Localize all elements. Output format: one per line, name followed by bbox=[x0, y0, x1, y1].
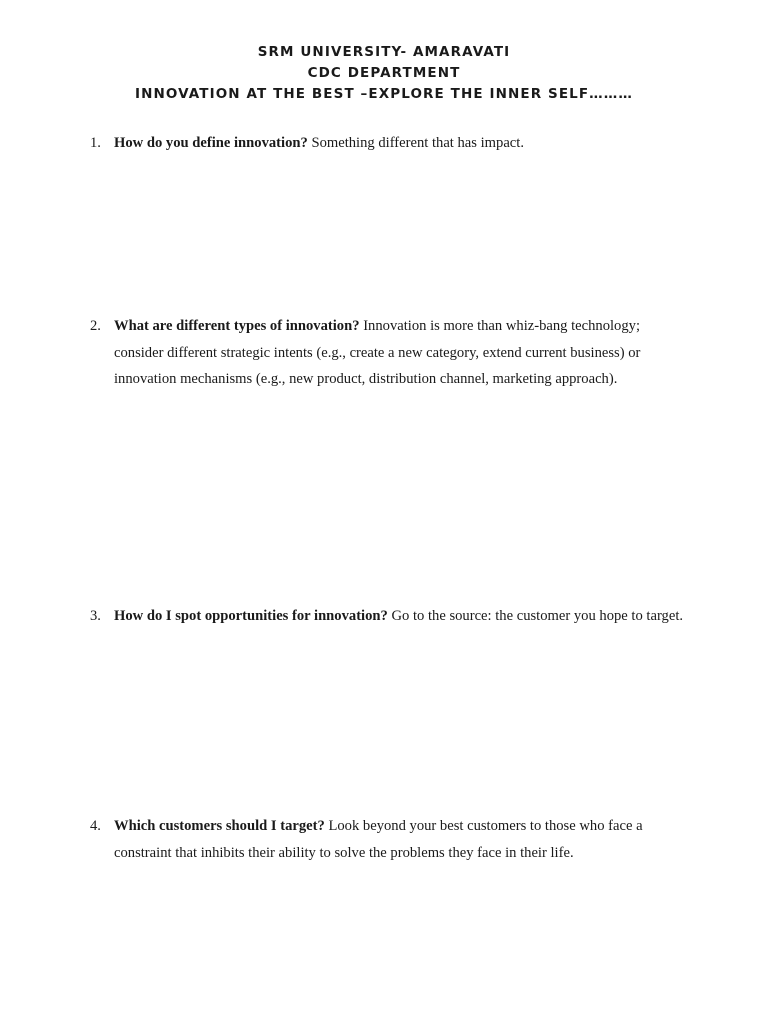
question-number: 3. bbox=[90, 608, 101, 624]
question-answer: Something different that has impact. bbox=[311, 135, 524, 151]
question-item bbox=[90, 813, 690, 866]
document-title: INNOVATION AT THE BEST –EXPLORE THE INNER SELF……… bbox=[135, 86, 633, 102]
question-title: Which customers should I target? bbox=[114, 818, 325, 834]
question-item bbox=[90, 130, 690, 157]
question-body bbox=[114, 813, 690, 866]
question-title: What are different types of innovation? bbox=[114, 318, 360, 334]
university-name: SRM UNIVERSITY- AMARAVATI bbox=[257, 44, 511, 60]
document-header bbox=[0, 42, 768, 105]
question-answer: Innovation is more than whiz-bang technology; consider different strategic intents (e.g., create a new category, extend current business) or innovation mechanisms (e.g., new product, distribution channel, marketing approach). bbox=[114, 318, 641, 387]
question-answer: Look beyond your best customers to those who face a constraint that inhibits their ability to solve the problems they face in their life. bbox=[114, 818, 643, 861]
question-number: 2. bbox=[90, 318, 101, 334]
question-body bbox=[114, 313, 690, 393]
question-item bbox=[90, 313, 690, 393]
question-number: 4. bbox=[90, 818, 101, 834]
question-title: How do I spot opportunities for innovation? bbox=[114, 608, 388, 624]
question-title: How do you define innovation? bbox=[114, 135, 308, 151]
question-answer: Go to the source: the customer you hope to target. bbox=[391, 608, 684, 624]
department-name: CDC DEPARTMENT bbox=[307, 65, 461, 81]
question-body bbox=[114, 603, 690, 630]
question-body bbox=[114, 130, 690, 157]
question-number: 1. bbox=[90, 135, 101, 151]
question-item bbox=[90, 603, 690, 630]
